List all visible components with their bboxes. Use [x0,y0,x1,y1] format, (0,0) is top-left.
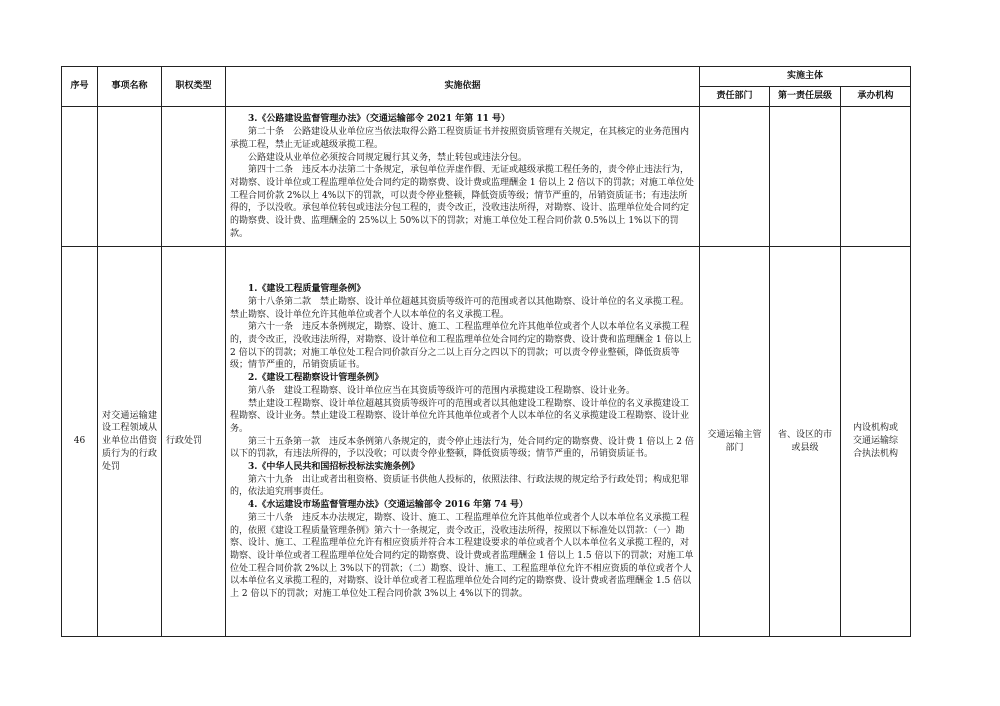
row1-seq [62,107,98,247]
header-subject: 实施主体 [700,67,911,87]
regulation-clause: 第三十五条第一款 违反本条例第八条规定的，责令停止违法行为，处合同约定的勘察费、设计费 1 倍以上 2 倍以下的罚款，有违法所得的，予以没收；可以责令停业整顿，降低资质等级；情节严重的，吊销资质证书。 [230,436,694,460]
regulation-clause: 第六十九条 出让或者出租资格、资质证书供他人投标的，依照法律、行政法规的规定给予行政处罚；构成犯罪的，依法追究刑事责任。 [230,474,690,498]
regulation-title: 3.《中华人民共和国招标投标法实施条例》 [248,462,420,473]
regulation-title: 2.《建设工程勘察设计管理条例》 [248,373,384,384]
regulation-clause: 第四十二条 违反本办法第二十条规定，承包单位弄虚作假、无证或越级承揽工程任务的，责令停止违法行为，对勘察、设计单位或工程监理单位处合同约定的勘察费、设计费或监理酬金 1 倍以上 2 倍以下的罚款；对施工单位处工程合同价款 2%以上 4%以下的罚款，可以责令停业整顿，降低资质等级；情节严重的，吊销资质证书；有违法所得的，予以没收。承包单位转包或违法分包工程的，责令改正，没收违法所得，对勘察、设计、监理单位处合同约定的勘察费、设计费、监理酬金的 25%以上 50%以下的罚款；对施工单位处工程合同价款 0.5%以上 1%以下的罚款。 [230,165,694,239]
row1-item-name [98,107,162,247]
row2-dept: 交通运输主管部门 [700,247,770,637]
enforcement-table [61,66,911,637]
row2-agency: 内设机构或交通运输综合执法机构 [841,247,911,637]
row2-power-type: 行政处罚 [162,247,226,637]
header-seq: 序号 [62,67,98,107]
row2-item-name: 对交通运输建设工程领域从业单位出借资质行为的行政处罚 [98,247,162,637]
table-row [62,107,911,247]
row2-seq: 46 [62,247,98,637]
regulation-clause: 第十八条第二款 禁止勘察、设计单位超越其资质等级许可的范围或者以其他勘察、设计单位的名义承揽工程。禁止勘察、设计单位允许其他单位或者个人以本单位的名义承揽工程。 [230,296,690,320]
regulation-title: 1.《建设工程质量管理条例》 [248,284,366,295]
table-row [62,247,911,637]
row1-level [770,107,841,247]
row1-agency [841,107,911,247]
regulation-clause: 第八条 建设工程勘察、设计单位应当在其资质等级许可的范围内承揽建设工程勘察、设计业务。 [248,385,636,396]
regulation-clause: 第六十一条 违反本条例规定，勘察、设计、施工、工程监理单位允许其他单位或者个人以本单位名义承揽工程的，责令改正，没收违法所得，对勘察、设计单位和工程监理单位处合同约定的勘察费、设计费和监理酬金 1 倍以上 2 倍以下的罚款；对施工单位处工程合同价款百分之二以上百分之四以下的罚款；可以责令停业整顿，降低资质等级；情节严重的，吊销资质证书。 [230,322,692,371]
regulation-clause: 禁止建设工程勘察、设计单位超越其资质等级许可的范围或者以其他建设工程勘察、设计单位的名义承揽建设工程勘察、设计业务。禁止建设工程勘察、设计单位允许其他单位或者个人以本单位的名义承揽建设工程勘察、设计业务。 [230,398,690,434]
row2-basis [226,247,700,637]
header-dept: 责任部门 [700,87,770,107]
header-agency: 承办机构 [841,87,911,107]
header-basis: 实施依据 [226,67,700,107]
regulation-title: 3.《公路建设监督管理办法》（交通运输部令 2021 年第 11 号） [248,114,511,125]
row1-dept [700,107,770,247]
row1-basis [226,107,700,247]
header-power-type: 职权类型 [162,67,226,107]
regulation-clause: 第二十条 公路建设从业单位应当依法取得公路工程资质证书并按照资质管理有关规定，在其核定的业务范围内承揽工程，禁止无证或越级承揽工程。 [230,127,690,150]
row1-power-type [162,107,226,247]
regulation-clause: 公路建设从业单位必须按合同规定履行其义务，禁止转包或违法分包。 [248,152,528,163]
header-item-name: 事项名称 [98,67,162,107]
regulation-title: 4.《水运建设市场监督管理办法》（交通运输部令 2016 年第 74 号） [248,500,529,511]
regulation-clause: 第三十八条 违反本办法规定，勘察、设计、施工、工程监理单位允许其他单位或者个人以本单位名义承揽工程的，依照《建设工程质量管理条例》第六十一条规定，责令改正，没收违法所得，按照以下标准处以罚款：（一）勘察、设计、施工、工程监理单位允许有相应资质并符合本工程建设要求的单位或者个人以本单位名义承揽工程的，对勘察、设计单位或者工程监理单位处合同约定的勘察费、设计费或者监理酬金 1 倍以上 1.5 倍以下的罚款；对施工单位处工程合同价款 2%以上 3%以下的罚款；（二）勘察、设计、施工、工程监理单位允许不相应资质的单位或者个人以本单位名义承揽工程的，对勘察、设计单位或者工程监理单位处合同约定的勘察费、设计费或者监理酬金 1.5 倍以上 2 倍以下的罚款；对施工单位处工程合同价款 3%以上 4%以下的罚款。 [230,512,694,600]
row2-level: 省、设区的市或县级 [770,247,841,637]
header-level: 第一责任层级 [770,87,841,107]
